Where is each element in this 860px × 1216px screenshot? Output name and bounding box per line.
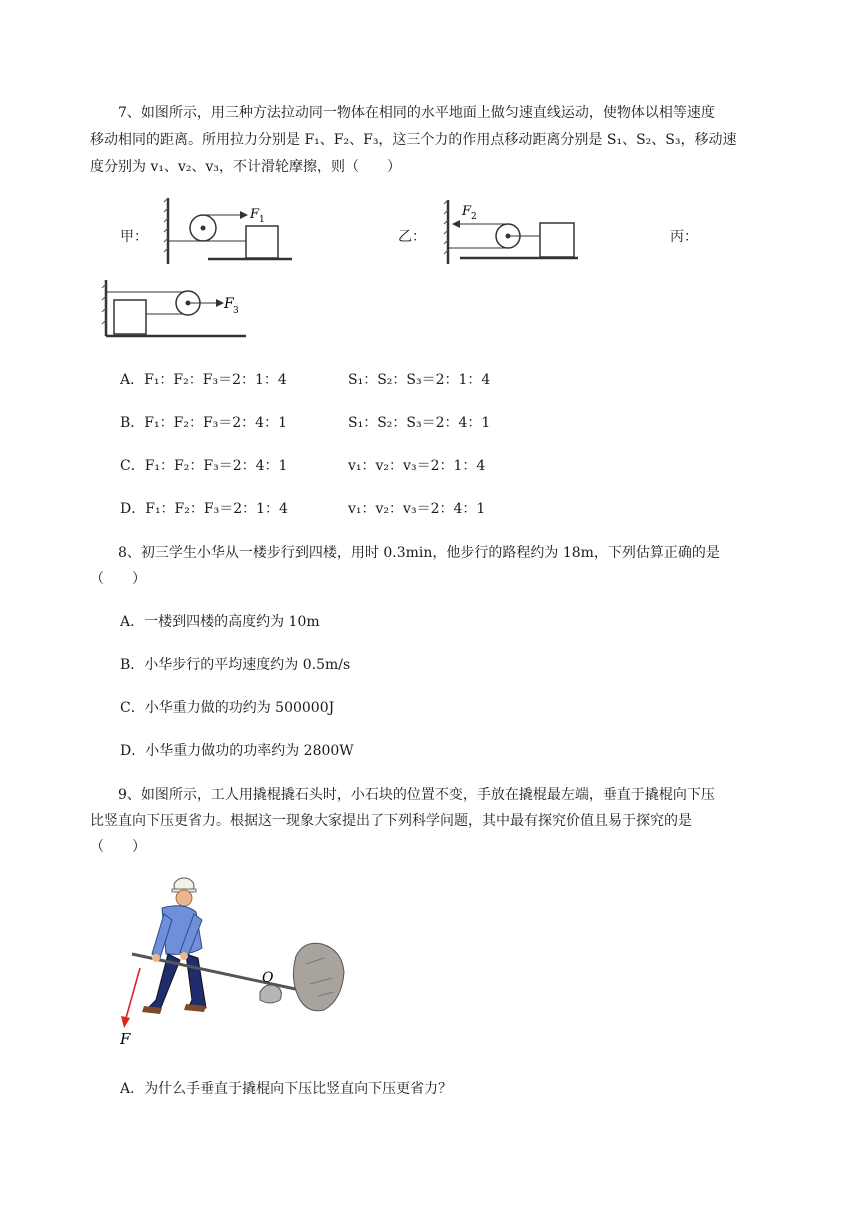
q7-option-c: C．F₁：F₂：F₃＝2：4：1 — [120, 458, 288, 474]
label-jia: 甲： — [120, 229, 148, 245]
label-yi: 乙： — [398, 229, 426, 245]
pulley-figure-yi — [440, 198, 580, 268]
label-bing: 丙： — [670, 229, 698, 245]
pulley-figure-bing — [100, 278, 250, 340]
q8-option-a: A．一楼到四楼的高度约为 10m — [120, 614, 320, 630]
q7-line-1: 7、如图所示，用三种方法拉动同一物体在相同的水平地面上做匀速直线运动，使物体以相等速度 — [118, 105, 715, 121]
f1-subscript: 1 — [259, 215, 265, 225]
f3-subscript: 3 — [233, 306, 239, 316]
f3-label: F — [224, 296, 234, 312]
q7-option-d-ratio: v₁：v₂：v₃＝2：4：1 — [348, 501, 486, 517]
q9-line-2: 比竖直向下压更省力。根据这一现象大家提出了下列科学问题，其中最有探究价值且易于探究的是 — [90, 813, 692, 829]
q9-line-1: 9、如图所示，工人用撬棍撬石头时，小石块的位置不变，手放在撬棍最左端，垂直于撬棍向下压 — [118, 787, 715, 803]
q9-line-3: （ ） — [90, 839, 146, 855]
crowbar-figure — [110, 868, 360, 1053]
q7-option-a-ratio: S₁：S₂：S₃＝2：1：4 — [348, 372, 491, 388]
q7-line-2: 移动相同的距离。所用拉力分别是 F₁、F₂、F₃，这三个力的作用点移动距离分别是 S₁、S₂、S₃，移动速 — [90, 132, 737, 148]
q8-line-1: 8、初三学生小华从一楼步行到四楼，用时 0.3min，他步行的路程约为 18m，下列估算正确的是 — [118, 545, 720, 561]
q7-option-a: A．F₁：F₂：F₃＝2：1：4 — [120, 372, 287, 388]
q8-option-d: D．小华重力做功的功率约为 2800W — [120, 743, 354, 759]
f1-label: F — [250, 207, 260, 222]
q7-option-d: D．F₁：F₂：F₃＝2：1：4 — [120, 501, 288, 517]
pivot-o-label: O — [262, 970, 274, 986]
force-f-label: F — [120, 1030, 131, 1048]
f2-subscript: 2 — [471, 212, 477, 222]
q7-line-3: 度分别为 v₁、v₂、v₃，不计滑轮摩擦，则（ ） — [90, 159, 402, 175]
q8-option-c: C．小华重力做的功约为 500000J — [120, 700, 335, 716]
q8-line-2: （ ） — [90, 571, 146, 587]
q7-option-b-ratio: S₁：S₂：S₃＝2：4：1 — [348, 415, 491, 431]
f2-label: F — [462, 204, 472, 219]
q8-option-b: B．小华步行的平均速度约为 0.5m/s — [120, 657, 351, 673]
q7-option-c-ratio: v₁：v₂：v₃＝2：1：4 — [348, 458, 486, 474]
q7-option-b: B．F₁：F₂：F₃＝2：4：1 — [120, 415, 287, 431]
q9-option-a: A．为什么手垂直于撬棍向下压比竖直向下压更省力？ — [120, 1081, 453, 1097]
pulley-figure-jia — [160, 196, 295, 266]
